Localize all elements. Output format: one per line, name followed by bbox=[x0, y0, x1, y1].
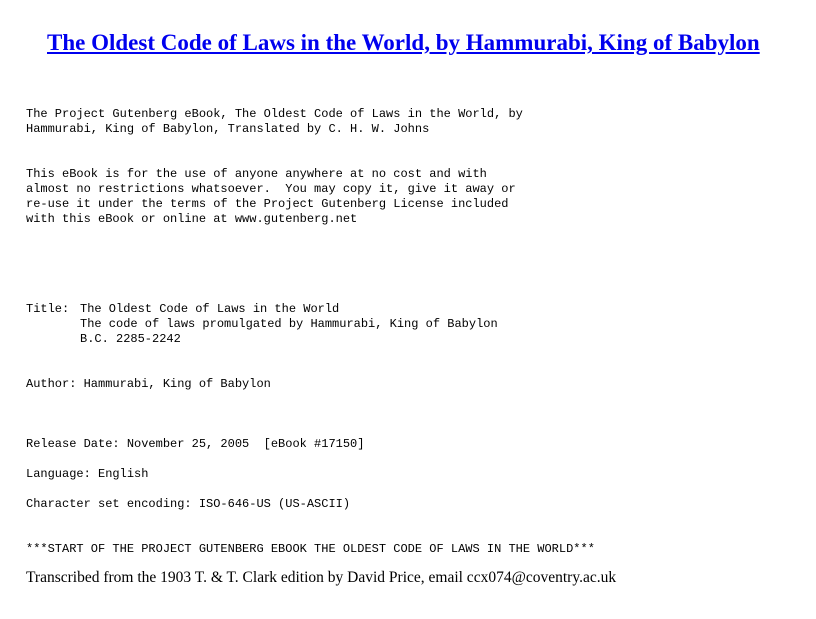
release-date-line: Release Date: November 25, 2005 [eBook #17150] bbox=[26, 437, 365, 451]
intro-line-1: The Project Gutenberg eBook, The Oldest Code of Laws in the World, by bbox=[26, 107, 523, 121]
author-line: Author: Hammurabi, King of Babylon bbox=[26, 377, 271, 391]
transcription-note: Transcribed from the 1903 T. & T. Clark edition by David Price, email ccx074@coventry.ac.uk bbox=[26, 569, 617, 586]
license-line-2: almost no restrictions whatsoever. You may copy it, give it away or bbox=[26, 182, 516, 196]
license-line-4: with this eBook or online at www.gutenberg.net bbox=[26, 212, 358, 226]
charset-line: Character set encoding: ISO-646-US (US-ASCII) bbox=[26, 497, 351, 511]
book-title-line-2: The code of laws promulgated by Hammurabi, King of Babylon bbox=[80, 317, 498, 331]
license-line-1: This eBook is for the use of anyone anywhere at no cost and with bbox=[26, 167, 487, 181]
intro-line-2: Hammurabi, King of Babylon, Translated by C. H. W. Johns bbox=[26, 122, 430, 136]
start-marker: ***START OF THE PROJECT GUTENBERG EBOOK THE OLDEST CODE OF LAWS IN THE WORLD*** bbox=[26, 542, 595, 556]
book-title-line-3: B.C. 2285-2242 bbox=[80, 332, 181, 346]
title-label: Title: bbox=[26, 302, 77, 316]
license-line-3: re-use it under the terms of the Project Gutenberg License included bbox=[26, 197, 509, 211]
language-line: Language: English bbox=[26, 467, 149, 481]
page-title-link[interactable]: The Oldest Code of Laws in the World, by Hammurabi, King of Babylon bbox=[47, 30, 760, 55]
book-title-line-1: The Oldest Code of Laws in the World bbox=[80, 302, 340, 316]
